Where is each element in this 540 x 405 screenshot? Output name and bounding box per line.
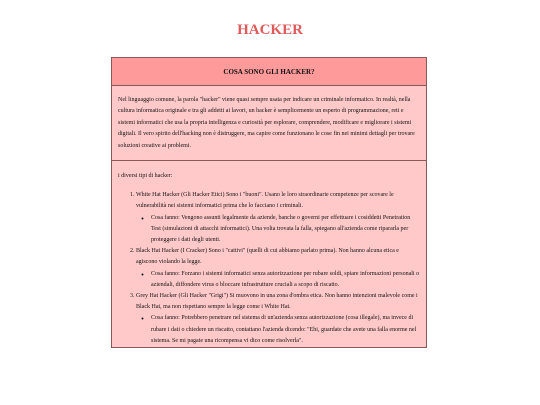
hacker-types-heading: i diversi tipi di hacker:: [118, 173, 173, 180]
page-title: HACKER: [237, 22, 303, 38]
list-item-grey-hat: [136, 291, 421, 347]
black-hat-detail: ◦ Cosa fanno: Forzano i sistemi informatici senza autorizzazione per rubare soldi, spiare informazioni personali o aziendali, diffondere virus o bloccare infrastrutture cruciali a scopo di riscatto.: [151, 269, 421, 291]
white-hat-sublist: [136, 213, 421, 247]
grey-hat-detail: ◦ Cosa fanno: Potrebbero penetrare nel sistema di un'azienda senza autorizzazione (cosa illegale), ma invece di rubare i dati o chiedere un riscatto, contattano l'azienda dicendo: "Ehi, guardate che avete una falla enorme nel sistema. Se mi pagate una ricompensa vi dico come risolverla".: [151, 313, 421, 347]
list-item-black-hat: [136, 246, 421, 291]
grey-hat-sublist: [136, 313, 421, 347]
grey-hat-text: Grey Hat Hacker (Gli Hacker "Grigi") Si muovono in una zona d'ombra etica. Non hanno intenzioni malevole come i Black Hat, ma non rispettano sempre la legge come i White Hat.: [136, 293, 418, 311]
black-hat-sublist: [136, 269, 421, 291]
intro-paragraph: Nel linguaggio comune, la parola "hacker" viene quasi sempre usata per indicare un criminale informatico. In realtà, nella cultura informatica originale e tra gli addetti ai lavori, un hacker è semplicemente un esperto di programmazione, reti e sistemi informatici che usa la propria intelligenza e curiosità per esplorare, comprendere, modificare e migliorare i sistemi digitali. Il vero spirito dell'hacking non è distruggere, ma capire come funzionano le cose fin nei minimi dettagli per trovare soluzioni creative ai problemi.: [112, 86, 426, 161]
list-item-white-hat: [136, 190, 421, 246]
black-hat-text: Black Hat Hacker (I Cracker) Sono i "cattivi" (quelli di cui abbiamo parlato prima). Non hanno alcuna etica e agiscono violando la legge.: [136, 248, 399, 266]
hacker-info-panel: [111, 57, 427, 348]
white-hat-text: White Hat Hacker (Gli Hacker Etici) Sono i "buoni". Usano le loro straordinarie competenze per scovare le vulnerabilità nei sistemi informatici prima che lo facciano i criminali.: [136, 192, 394, 210]
hacker-types-section: [112, 161, 426, 347]
hacker-types-list: [118, 190, 421, 347]
panel-header: COSA SONO GLI HACKER?: [112, 58, 426, 86]
white-hat-detail: ◦ Cosa fanno: Vengono assunti legalmente da aziende, banche o governi per effettuare i cosiddetti Penetration Test (simulazioni di attacchi informatici). Una volta trovata la falla, spiegano all'azienda come ripararla per proteggere i dati degli utenti.: [151, 213, 421, 247]
